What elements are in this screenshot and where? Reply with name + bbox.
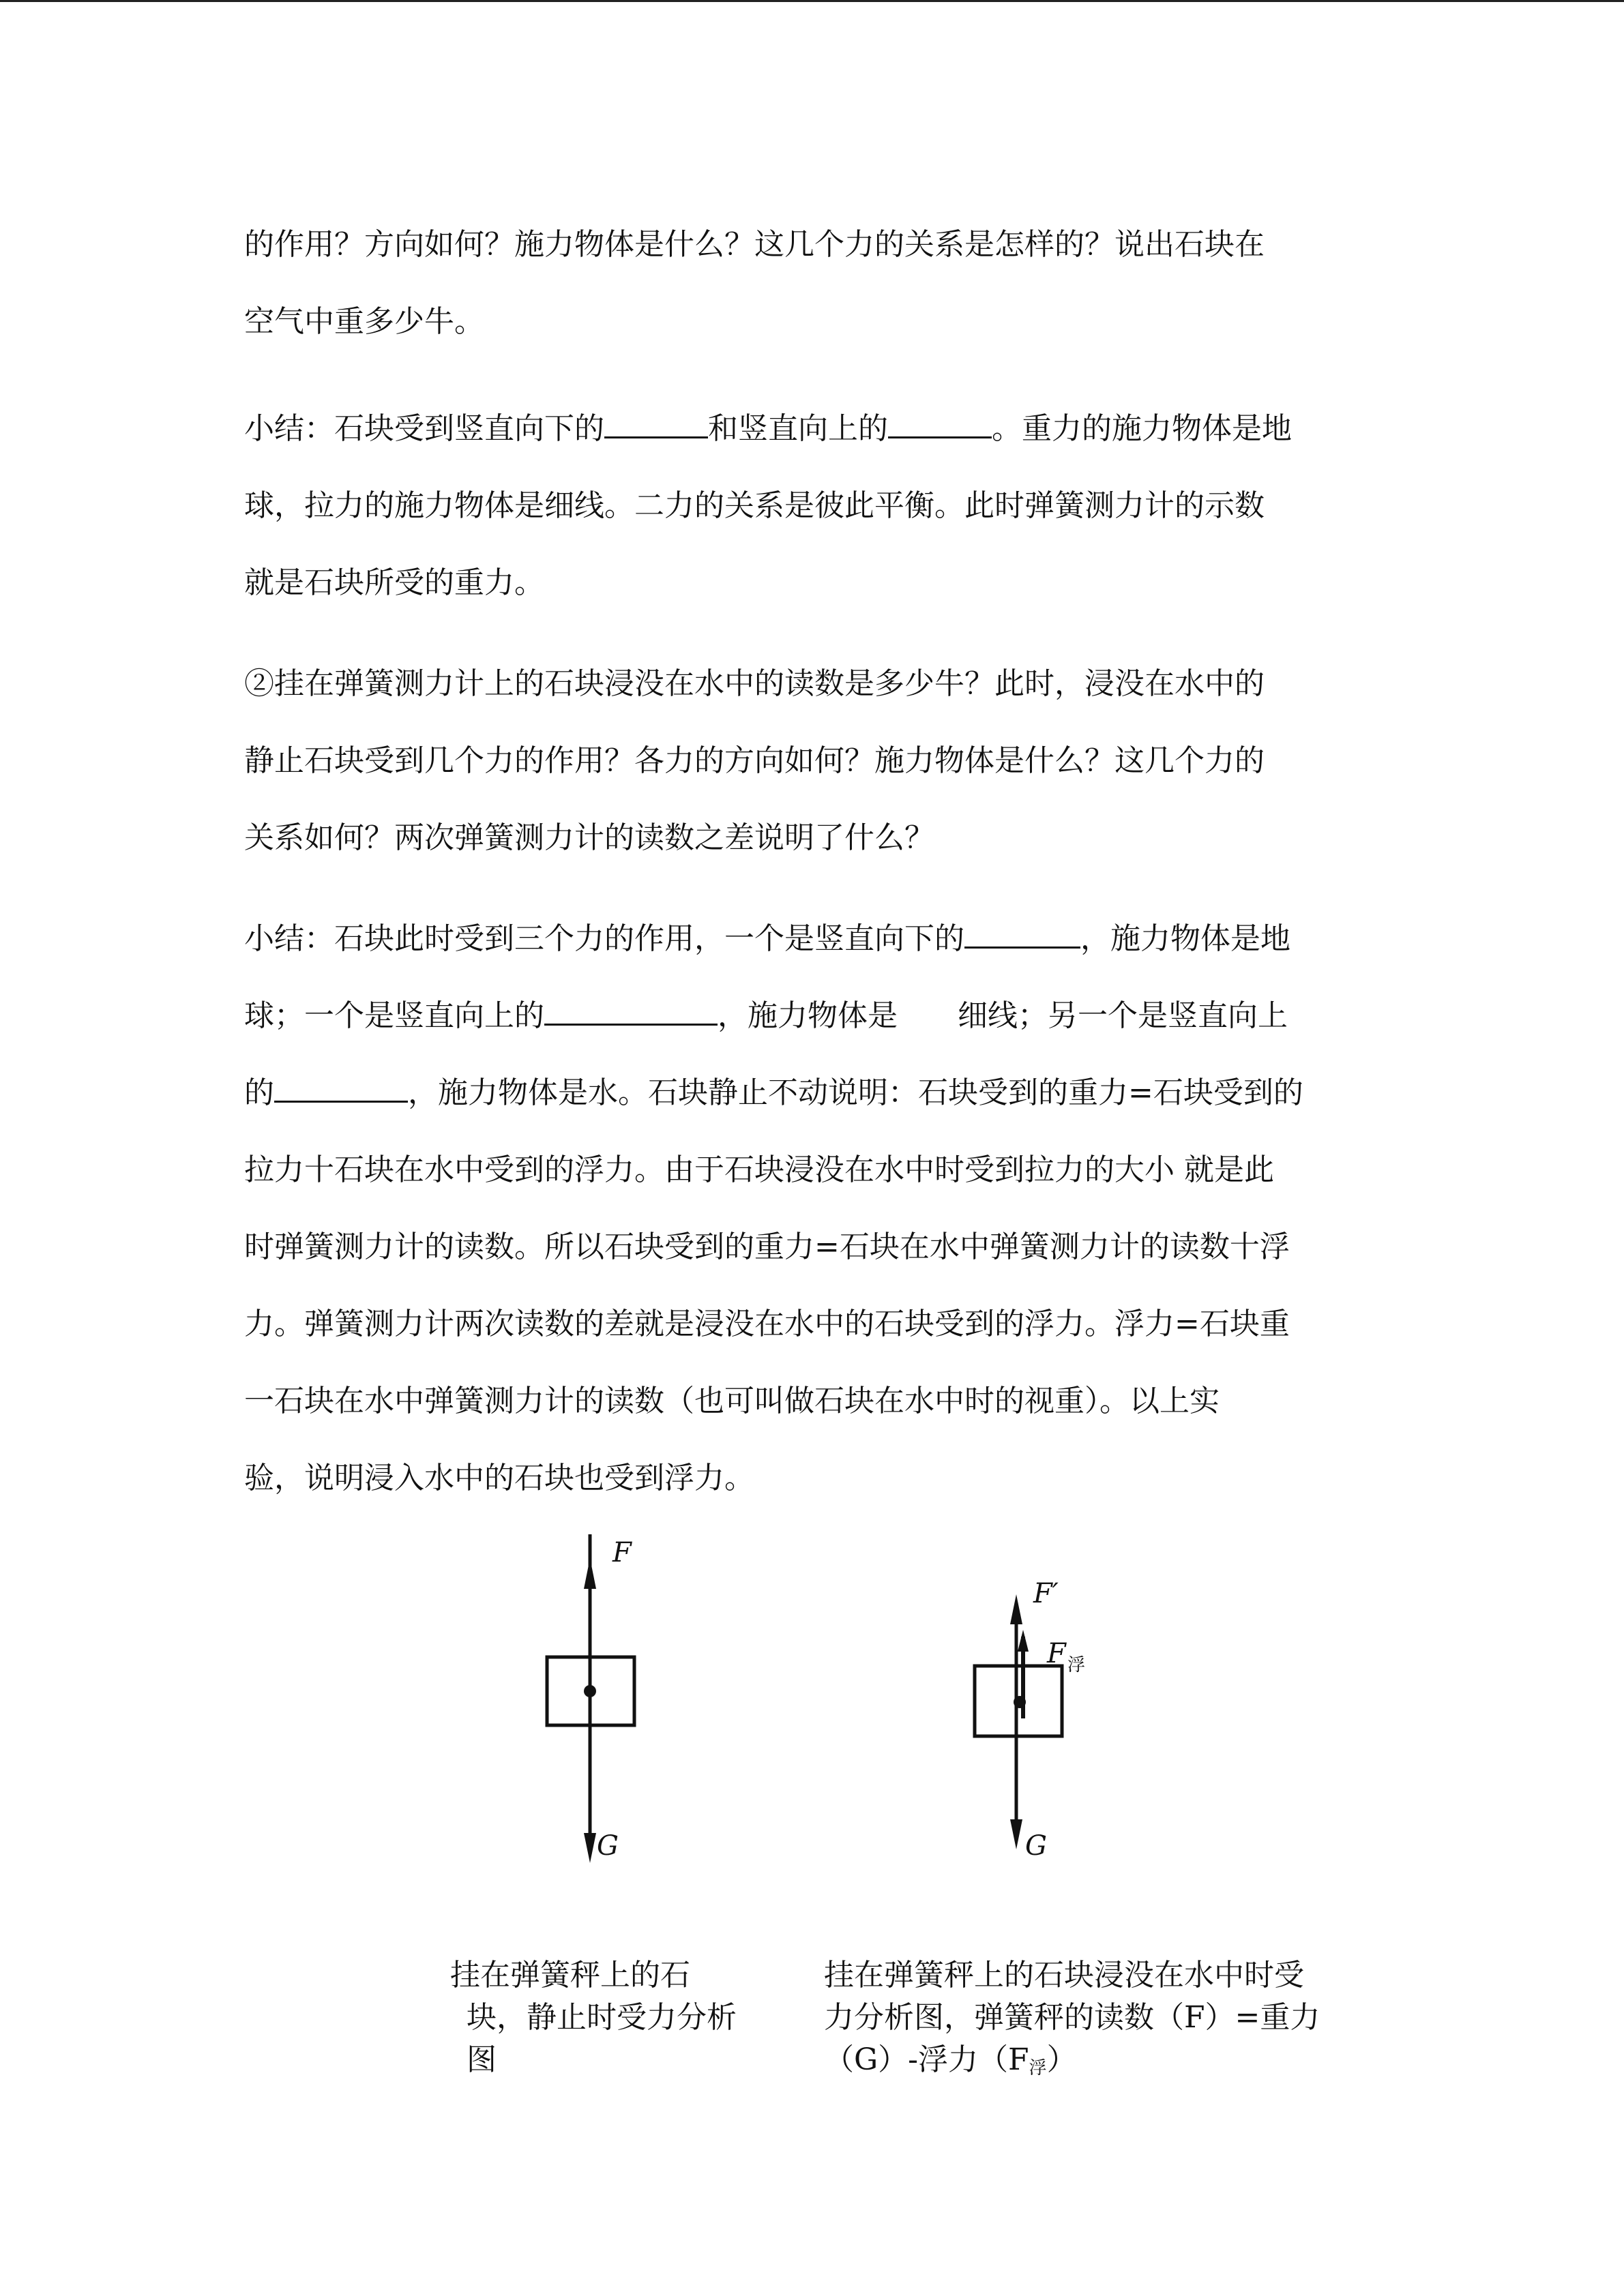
arrow-up-icon bbox=[1010, 1594, 1022, 1624]
fill-blank[interactable] bbox=[604, 401, 708, 438]
subscript: 浮 bbox=[1029, 2058, 1047, 2078]
buoyancy-arrow-icon bbox=[1018, 1630, 1029, 1652]
paragraph-4-line-6: 力。弹簧测力计两次读数的差就是浸没在水中的石块受到的浮力。浮力=石块重 bbox=[244, 1307, 1290, 1341]
text-segment: ） bbox=[1046, 2042, 1077, 2077]
paragraph-4-line-5: 时弹簧测力计的读数。所以石块受到的重力=石块在水中弹簧测力计的读数十浮 bbox=[244, 1229, 1290, 1264]
force-label-f-buoy-subscript: 浮 bbox=[1067, 1655, 1086, 1675]
paragraph-3-line-3: 关系如何？两次弹簧测力计的读数之差说明了什么？ bbox=[244, 820, 934, 855]
text-segment: 的 bbox=[244, 1075, 274, 1110]
text-segment: 。重力的施力物体是地 bbox=[992, 411, 1292, 446]
force-label-f-buoy: F bbox=[1047, 1638, 1066, 1669]
force-label-g: G bbox=[597, 1830, 619, 1862]
caption-left-line-3: 图 bbox=[467, 2042, 497, 2077]
paragraph-4-line-2 bbox=[244, 977, 1380, 1054]
arrow-down-icon bbox=[1010, 1819, 1022, 1849]
caption-right-line-1: 挂在弹簧秤上的石块浸没在水中时受 bbox=[824, 1958, 1304, 1993]
center-of-mass-dot bbox=[1014, 1696, 1026, 1708]
force-diagram-left bbox=[532, 1534, 750, 1889]
caption-left-line-2: 块，静止时受力分析 bbox=[467, 2000, 737, 2035]
paragraph-4-line-3 bbox=[244, 1054, 1380, 1131]
text-segment: ，施力物体是地 bbox=[1080, 921, 1290, 956]
paragraph-4-line-7: 一石块在水中弹簧测力计的读数（也可叫做石块在水中时的视重）。以上实 bbox=[244, 1384, 1220, 1418]
text-segment: 小结：石块受到竖直向下的 bbox=[244, 411, 604, 446]
text-segment: ，施力物体是水。石块静止不动说明：石块受到的重力=石块受到的 bbox=[408, 1075, 1303, 1110]
text-segment: ，施力物体是 bbox=[718, 998, 898, 1033]
paragraph-1-line-2: 空气中重多少牛。 bbox=[244, 304, 484, 339]
force-label-g: G bbox=[1025, 1830, 1047, 1862]
arrow-down-icon bbox=[584, 1833, 596, 1863]
force-diagram-right bbox=[958, 1562, 1177, 1889]
paragraph-4-line-4: 拉力十石块在水中受到的浮力。由于石块浸没在水中时受到拉力的大小 就是此 bbox=[244, 1152, 1274, 1187]
page-top-border bbox=[0, 0, 1624, 2]
text-segment: （G）-浮力（F bbox=[824, 2042, 1029, 2077]
paragraph-1-line-1: 的作用？方向如何？施力物体是什么？这几个力的关系是怎样的？说出石块在 bbox=[244, 227, 1265, 262]
caption-right-line-2: 力分析图，弹簧秤的读数（F）=重力 bbox=[824, 2000, 1320, 2035]
text-segment: 和竖直向上的 bbox=[708, 411, 888, 446]
force-label-f: F bbox=[612, 1537, 632, 1568]
text-segment: 球；一个是竖直向上的 bbox=[244, 998, 544, 1033]
text-segment: 小结：石块此时受到三个力的作用，一个是竖直向下的 bbox=[244, 921, 964, 956]
paragraph-2-line-1 bbox=[244, 390, 1380, 467]
paragraph-4-line-1 bbox=[244, 900, 1380, 977]
force-label-f-prime: F′ bbox=[1033, 1578, 1059, 1609]
fill-blank[interactable] bbox=[274, 1065, 408, 1103]
paragraph-3-line-1: ②挂在弹簧测力计上的石块浸没在水中的读数是多少牛？此时，浸没在水中的 bbox=[244, 666, 1265, 701]
center-of-mass-dot bbox=[584, 1685, 596, 1697]
paragraph-4-line-8: 验，说明浸入水中的石块也受到浮力。 bbox=[244, 1461, 754, 1495]
caption-left-line-1: 挂在弹簧秤上的石 bbox=[450, 1958, 690, 1993]
text-segment: 细线；另一个是竖直向上 bbox=[958, 998, 1288, 1033]
paragraph-2-line-2: 球，拉力的施力物体是细线。二力的关系是彼此平衡。此时弹簧测力计的示数 bbox=[244, 488, 1265, 523]
caption-right-line-3 bbox=[824, 2039, 1077, 2089]
fill-blank[interactable] bbox=[888, 401, 992, 438]
fill-blank[interactable] bbox=[544, 988, 718, 1026]
paragraph-3-line-2: 静止石块受到几个力的作用？各力的方向如何？施力物体是什么？这几个力的 bbox=[244, 743, 1265, 778]
paragraph-2-line-3: 就是石块所受的重力。 bbox=[244, 565, 544, 600]
fill-blank[interactable] bbox=[964, 911, 1080, 949]
arrow-up-icon bbox=[584, 1558, 596, 1589]
